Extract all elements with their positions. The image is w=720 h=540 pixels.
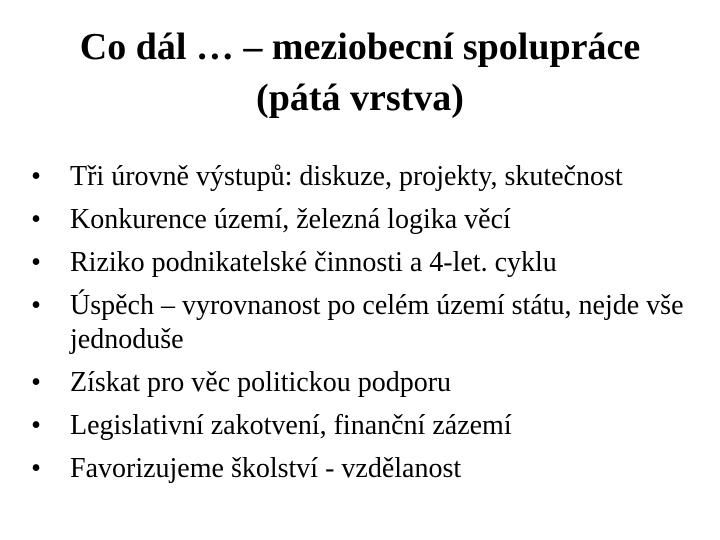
bullet-text: Konkurence území, železná logika věcí	[70, 204, 511, 235]
bullet-item	[22, 409, 702, 443]
slide-title-line-2: (pátá vrstva)	[256, 77, 464, 119]
bullet-icon: •	[31, 453, 41, 484]
bullet-text: Získat pro věc politickou podporu	[70, 367, 452, 398]
slide-title	[0, 22, 720, 124]
bullet-icon: •	[31, 290, 41, 321]
bullet-text: Favorizujeme školství - vzdělanost	[70, 453, 462, 484]
bullet-icon: •	[31, 410, 41, 441]
bullet-item	[22, 160, 702, 194]
bullet-item	[22, 246, 702, 280]
bullet-item	[22, 366, 702, 400]
bullet-list	[22, 160, 702, 495]
bullet-icon: •	[31, 204, 41, 235]
bullet-text: Tři úrovně výstupů: diskuze, projekty, skutečnost	[70, 161, 623, 192]
bullet-text: Riziko podnikatelské činnosti a 4-let. cyklu	[70, 247, 557, 278]
bullet-item	[22, 203, 702, 237]
bullet-icon: •	[31, 367, 41, 398]
bullet-icon: •	[31, 247, 41, 278]
bullet-text: Úspěch – vyrovnanost po celém území státu, nejde vše jednoduše	[70, 290, 684, 355]
slide-title-line-1: Co dál … – meziobecní spolupráce	[79, 26, 641, 68]
bullet-icon: •	[31, 161, 41, 192]
bullet-text: Legislativní zakotvení, finanční zázemí	[70, 410, 512, 441]
bullet-item	[22, 289, 702, 357]
bullet-item	[22, 452, 702, 486]
